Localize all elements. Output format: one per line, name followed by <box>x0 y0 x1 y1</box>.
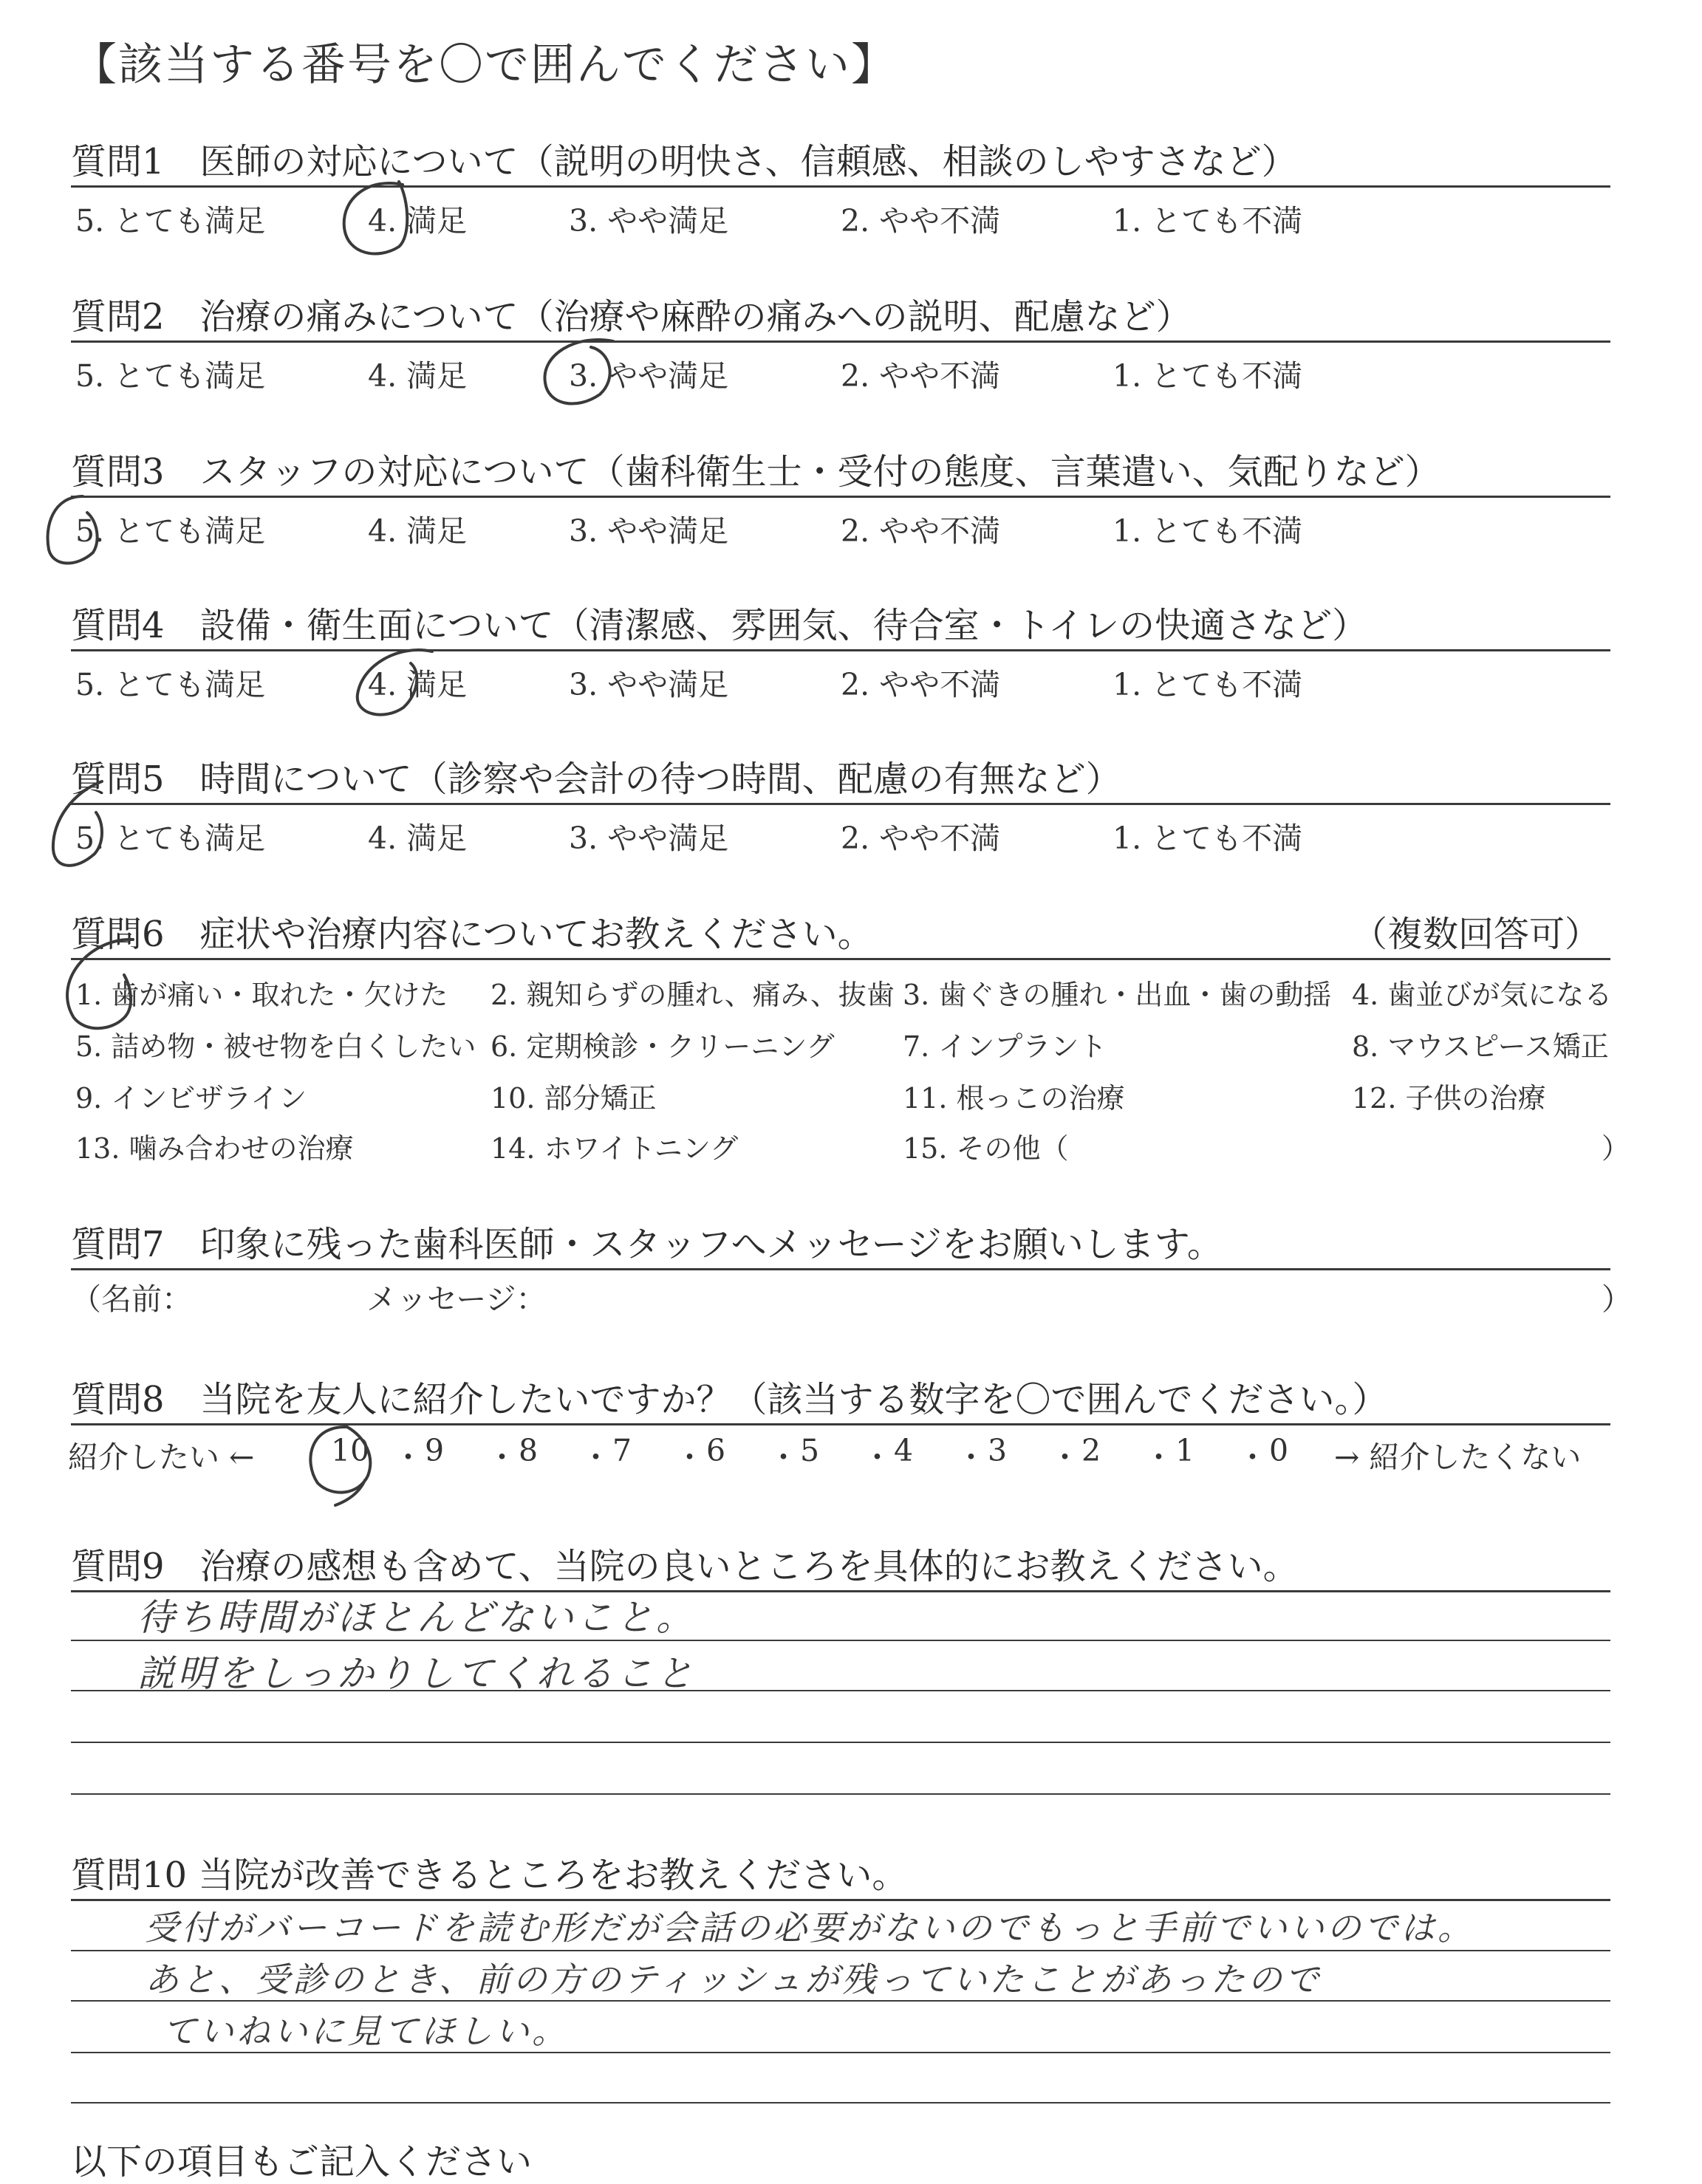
divider <box>71 340 1610 343</box>
q6-option-3[interactable]: 3. 歯ぐきの腫れ・出血・歯の動揺 <box>903 979 1332 1011</box>
q6-option-5[interactable]: 5. 詰め物・被せ物を白くしたい <box>75 1030 476 1063</box>
q6-option-14[interactable]: 14. ホワイトニング <box>491 1132 739 1165</box>
question-6-note: （複数回答可） <box>1352 914 1601 955</box>
q1-option-3[interactable]: 3. やや満足 <box>569 203 729 239</box>
question-5-title: 質問5 時間について（診察や会計の待つ時間、配慮の有無など） <box>71 759 1121 800</box>
q5-option-3[interactable]: 3. やや満足 <box>569 821 729 856</box>
q4-option-3[interactable]: 3. やや満足 <box>569 667 729 702</box>
q5-option-1[interactable]: 1. とても不満 <box>1113 821 1303 856</box>
q8-scale-10[interactable]: 10 <box>331 1433 370 1468</box>
q2-option-1[interactable]: 1. とても不満 <box>1113 358 1303 394</box>
q6-option-8[interactable]: 8. マウスピース矯正 <box>1352 1030 1609 1063</box>
q1-option-2[interactable]: 2. やや不満 <box>841 203 1001 239</box>
q5-option-2[interactable]: 2. やや不満 <box>841 821 1001 856</box>
divider <box>71 958 1610 960</box>
q8-scale-4[interactable]: 4 <box>894 1433 914 1468</box>
q8-scale-separator: ・ <box>862 1440 892 1475</box>
q7-message-label: メッセージ： <box>366 1281 547 1317</box>
answer-line <box>71 2102 1610 2103</box>
q10-answer-line-2[interactable]: あと、受診のとき、前の方のティッシュが残っていたことがあったので <box>145 1959 1322 1999</box>
q6-option-12[interactable]: 12. 子供の治療 <box>1352 1082 1546 1115</box>
q1-option-1[interactable]: 1. とても不満 <box>1113 203 1303 239</box>
q5-option-4[interactable]: 4. 満足 <box>368 821 468 856</box>
answer-line <box>71 1793 1610 1795</box>
q6-option-7[interactable]: 7. インプラント <box>903 1030 1107 1063</box>
q8-scale-6[interactable]: 6 <box>706 1433 726 1468</box>
q8-scale-separator: ・ <box>487 1440 517 1475</box>
q7-name-label: （名前： <box>71 1281 192 1317</box>
q1-option-4[interactable]: 4. 満足 <box>368 203 468 239</box>
divider <box>71 1268 1610 1270</box>
question-6-title: 質問6 症状や治療内容についてお教えください。 <box>71 914 873 955</box>
divider <box>71 649 1610 651</box>
q10-answer-line-3[interactable]: ていねいに見てほしい。 <box>163 2011 569 2051</box>
q6-option-1[interactable]: 1. 歯が痛い・取れた・欠けた <box>75 979 448 1011</box>
question-10-title: 質問10 当院が改善できるところをお教えください。 <box>71 1855 908 1896</box>
q8-left-label: 紹介したい ← <box>68 1440 255 1475</box>
q6-option-2[interactable]: 2. 親知らずの腫れ、痛み、抜歯 <box>491 979 895 1011</box>
q6-option-9[interactable]: 9. インビザライン <box>75 1082 307 1115</box>
q3-option-5[interactable]: 5. とても満足 <box>75 513 266 549</box>
q2-option-3[interactable]: 3. やや満足 <box>569 358 729 394</box>
q9-answer-line-1[interactable]: 待ち時間がほとんどないこと。 <box>137 1596 696 1639</box>
q10-answer-line-1[interactable]: 受付がバーコードを読む形だが会話の必要がないのでもっと手前でいいのでは。 <box>145 1908 1474 1948</box>
q8-right-label: → 紹介したくない <box>1334 1440 1582 1475</box>
q8-scale-separator: ・ <box>1050 1440 1080 1475</box>
divider <box>71 803 1610 805</box>
q3-option-3[interactable]: 3. やや満足 <box>569 513 729 549</box>
question-1-title: 質問1 医師の対応について（説明の明快さ、信頼感、相談のしやすさなど） <box>71 141 1297 182</box>
q4-option-1[interactable]: 1. とても不満 <box>1113 667 1303 702</box>
q8-scale-0[interactable]: 0 <box>1269 1433 1289 1468</box>
q2-option-2[interactable]: 2. やや不満 <box>841 358 1001 394</box>
page-title: 【該当する番号を〇で囲んでください】 <box>72 39 897 91</box>
q8-scale-7[interactable]: 7 <box>612 1433 632 1468</box>
q8-scale-separator: ・ <box>1144 1440 1174 1475</box>
q8-scale-separator: ・ <box>674 1440 705 1475</box>
q7-close-paren: ） <box>1602 1281 1632 1317</box>
q6-option-6[interactable]: 6. 定期検診・クリーニング <box>491 1030 835 1063</box>
q8-scale-1[interactable]: 1 <box>1175 1433 1195 1468</box>
q6-option-13[interactable]: 13. 噛み合わせの治療 <box>75 1132 354 1165</box>
question-4-title: 質問4 設備・衛生面について（清潔感、雰囲気、待合室・トイレの快適さなど） <box>71 605 1368 646</box>
divider <box>71 496 1610 498</box>
footer-partial-text: 以下の項目もご記入ください <box>71 2141 533 2183</box>
q6-option-15[interactable]: 15. その他（ <box>903 1132 1069 1165</box>
q6-option-10[interactable]: 10. 部分矯正 <box>491 1082 657 1115</box>
q6-option-4[interactable]: 4. 歯並びが気になる <box>1352 979 1613 1011</box>
question-2-title: 質問2 治療の痛みについて（治療や麻酔の痛みへの説明、配慮など） <box>71 296 1192 338</box>
q8-scale-separator: ・ <box>768 1440 799 1475</box>
q4-option-2[interactable]: 2. やや不満 <box>841 667 1001 702</box>
q8-scale-8[interactable]: 8 <box>519 1433 539 1468</box>
q8-scale-9[interactable]: 9 <box>425 1433 445 1468</box>
divider <box>71 185 1610 188</box>
q9-answer-line-2[interactable]: 説明をしっかりしてくれること <box>137 1652 696 1695</box>
divider <box>71 1423 1610 1425</box>
q8-scale-2[interactable]: 2 <box>1081 1433 1101 1468</box>
q3-option-1[interactable]: 1. とても不満 <box>1113 513 1303 549</box>
q3-option-4[interactable]: 4. 満足 <box>368 513 468 549</box>
q8-scale-5[interactable]: 5 <box>800 1433 820 1468</box>
q4-option-4[interactable]: 4. 満足 <box>368 667 468 702</box>
q8-scale-separator: ・ <box>393 1440 423 1475</box>
q5-option-5[interactable]: 5. とても満足 <box>75 821 266 856</box>
q2-option-4[interactable]: 4. 満足 <box>368 358 468 394</box>
q1-option-5[interactable]: 5. とても満足 <box>75 203 266 239</box>
q6-other-close-paren: ） <box>1602 1132 1630 1165</box>
question-8-title: 質問8 当院を友人に紹介したいですか？（該当する数字を〇で囲んでください。） <box>71 1379 1388 1420</box>
q8-scale-separator: ・ <box>581 1440 611 1475</box>
q8-scale-separator: ・ <box>956 1440 986 1475</box>
q3-option-2[interactable]: 2. やや不満 <box>841 513 1001 549</box>
q2-option-5[interactable]: 5. とても満足 <box>75 358 266 394</box>
q8-scale-separator: ・ <box>1237 1440 1268 1475</box>
answer-line <box>71 1742 1610 1743</box>
q4-option-5[interactable]: 5. とても満足 <box>75 667 266 702</box>
question-9-title: 質問9 治療の感想も含めて、当院の良いところを具体的にお教えください。 <box>71 1546 1299 1587</box>
question-3-title: 質問3 スタッフの対応について（歯科衛生士・受付の態度、言葉遣い、気配りなど） <box>71 451 1440 493</box>
q6-option-11[interactable]: 11. 根っこの治療 <box>903 1082 1125 1115</box>
question-7-title: 質問7 印象に残った歯科医師・スタッフへメッセージをお願いします。 <box>71 1224 1223 1265</box>
q8-scale-3[interactable]: 3 <box>988 1433 1008 1468</box>
answer-line <box>71 1950 1610 1951</box>
